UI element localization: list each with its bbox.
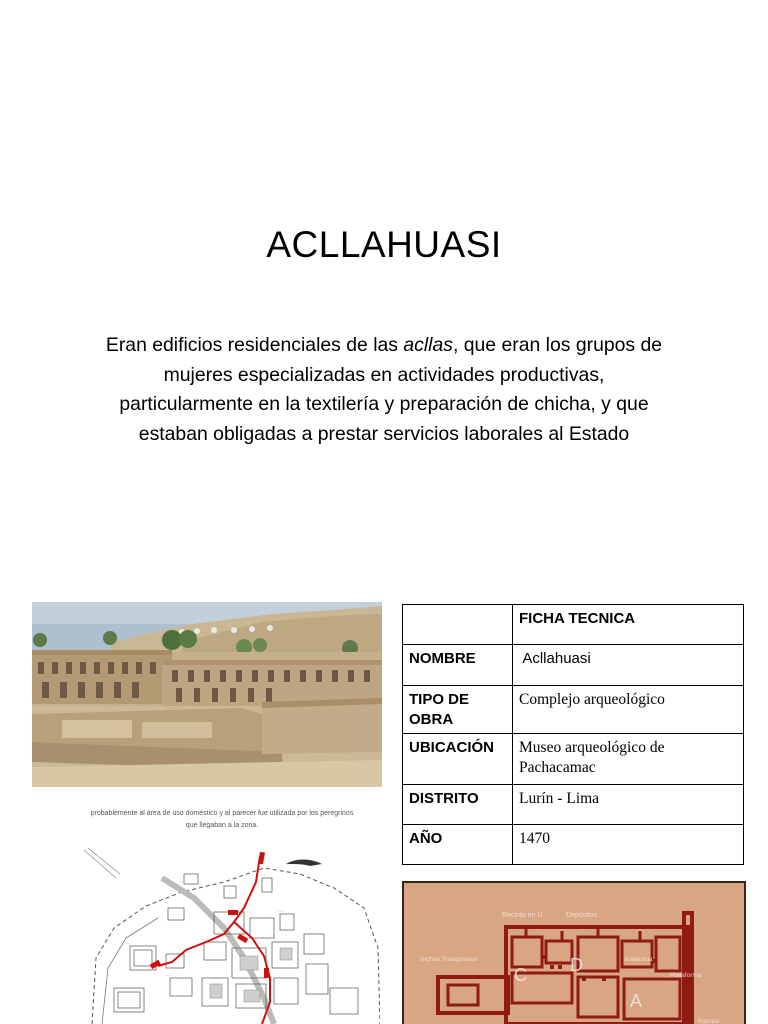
row-value-nombre: Acllahuasi: [513, 645, 744, 686]
row-label-ubicacion: UBICACIÓN: [403, 734, 513, 785]
row-value-ano: 1470: [513, 825, 744, 865]
row-value-distrito: Lurín - Lima: [513, 785, 744, 825]
acllahuasi-photo: [32, 602, 382, 787]
description-part-2: , que eran los grupos de mujeres especializadas en actividades productivas, particularmente en la textilería y preparación de chicha, y que estaban obligadas a prestar servicios laborales al Estado: [119, 334, 663, 445]
ficha-tecnica-table: [402, 604, 744, 865]
plan-label-a: A: [630, 991, 643, 1011]
map-caption: [72, 808, 372, 832]
acllahuasi-floor-plan: [402, 881, 746, 1024]
row-value-tipo-de-obra: Complejo arqueológico: [513, 686, 744, 734]
svg-text:.....: .....: [202, 936, 208, 941]
row-value-ubicacion: Museo arqueológico de Pachacamac: [513, 734, 744, 785]
description-italic-term: acllas: [403, 334, 453, 356]
table-row: [403, 686, 744, 734]
table-row: [403, 825, 744, 865]
svg-text:.....: .....: [278, 908, 284, 913]
header-empty-cell: [403, 605, 513, 645]
slide-description: [100, 331, 668, 449]
table-header: FICHA TECNICA: [513, 605, 744, 645]
plan-label-recinto-en-u: Recinto en U: [502, 912, 543, 919]
plan-label-audiencia: Audiencia: [624, 956, 653, 963]
row-label-distrito: DISTRITO: [403, 785, 513, 825]
table-row: [403, 785, 744, 825]
slide-title: ACLLAHUASI: [266, 224, 502, 265]
plan-label-plataforma: Plataforma: [670, 972, 702, 979]
plan-label-d: D: [570, 955, 583, 975]
site-map: [74, 838, 380, 1024]
map-caption-line-2: que llegaban a la zona.: [185, 822, 259, 829]
svg-text:.....: .....: [260, 872, 266, 877]
svg-text:.....: .....: [126, 940, 132, 945]
plan-label-depositos: Depósitos: [566, 912, 598, 919]
row-label-ano: AÑO: [403, 825, 513, 865]
svg-text:.....: .....: [180, 878, 186, 883]
description-part-1: Eran edificios residenciales de las: [105, 334, 404, 356]
plan-label-rampa: Rampa: [698, 1018, 719, 1024]
row-label-tipo-de-obra: TIPO DE OBRA: [403, 686, 513, 734]
map-caption-line-1: probablemente al área de uso doméstico y al parecer fue utilizada por los peregrinos: [90, 810, 354, 817]
svg-text:.....: .....: [166, 972, 172, 977]
plan-label-nichos-triangulares: Nichos Triangulares: [420, 956, 478, 963]
table-header-row: [403, 605, 744, 645]
row-label-nombre: NOMBRE: [403, 645, 513, 686]
plan-label-c: C: [514, 965, 527, 985]
table-row: [403, 734, 744, 785]
table-row: [403, 645, 744, 686]
